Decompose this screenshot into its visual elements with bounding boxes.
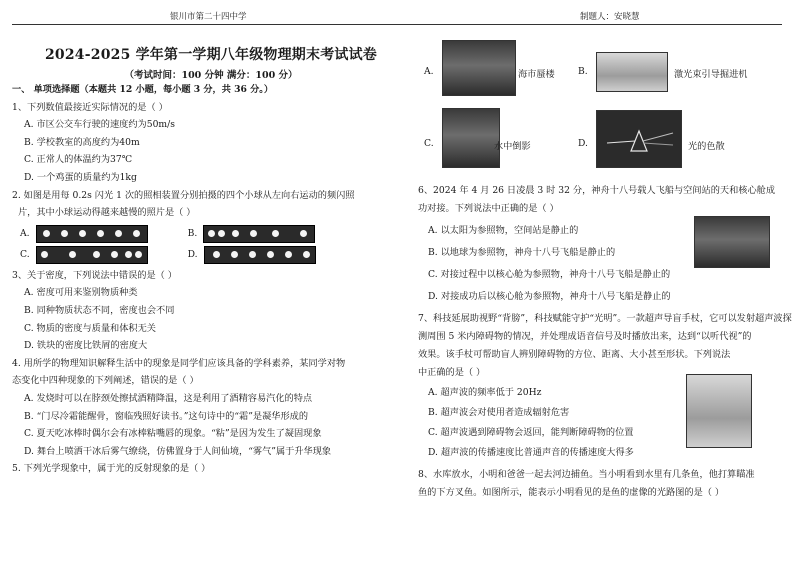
q4-option-c: C. 夏天吃冰棒时偶尔会有冰棒粘嘴唇的现象。“粘”是因为发生了凝固现象 (24, 428, 322, 440)
q6-option-b: B. 以地球为参照物，神舟十八号飞船是静止的 (428, 247, 616, 258)
header-divider (12, 24, 782, 25)
q2-label-d: D. (187, 249, 198, 261)
q7-option-d: D. 超声波的传播速度比普通声音的传播速度大得多 (428, 447, 634, 458)
q5-caption-a: 海市蜃楼 (518, 69, 555, 80)
q2-option-d (188, 246, 316, 264)
q5-label-b: B. (578, 66, 588, 77)
q5-caption-b: 激光束引导掘进机 (674, 69, 748, 80)
q5-label-d: D. (578, 138, 588, 149)
section-heading: 一、 单项选择题（本题共 12 小题，每小题 3 分，共 36 分。） (12, 84, 274, 95)
spacecraft-photo (694, 216, 770, 268)
school-name: 银川市第二十四中学 (170, 12, 247, 22)
q4-option-d: D. 舞台上喷洒干冰后雾气缭绕，仿佛置身于人间仙境，“雾气”属于升华现象 (24, 445, 332, 457)
photo-strip-b (203, 225, 315, 243)
q1-option-a: A. 市区公交车行驶的速度约为50m/s (24, 119, 175, 131)
q4-option-b: B. “门尽冷霜能醒骨，窗临残照好读书。”这句诗中的“霜”是凝华形成的 (24, 410, 309, 422)
q7-option-c: C. 超声波遇到障碍物会返回，能判断障碍物的位置 (428, 427, 634, 438)
q6-stem-1: 6、2024 年 4 月 26 日凌晨 3 时 32 分，神舟十八号载人飞船与空间站的天和核心舱成 (418, 185, 776, 196)
mirage-photo (442, 40, 516, 96)
q2-label-c: C. (20, 249, 30, 261)
q1-stem: 1、下列数值最接近实际情况的是（ ） (12, 101, 168, 113)
q2-option-b (188, 225, 316, 243)
q2-option-a (20, 225, 148, 243)
dispersion-photo (596, 110, 682, 168)
q7-stem-2: 测周围 5 米内障碍物的情况，并处理成语音信号及时播放出来，达到“以听代视”的 (418, 331, 752, 342)
q3-option-d: D. 铁块的密度比铁屑的密度大 (24, 340, 148, 352)
q2-option-c (20, 246, 148, 264)
q1-option-d: D. 一个鸡蛋的质量约为1kg (24, 171, 137, 183)
q7-option-a: A. 超声波的频率低于 20Hz (428, 387, 542, 398)
q5-label-c: C. (424, 138, 434, 149)
q1-option-c: C. 正常人的体温约为37℃ (24, 154, 133, 166)
q2-stem-2: 片，其中小球运动得越来越慢的照片是（ ） (18, 207, 196, 219)
q6-option-d: D. 对接成功后以核心舱为参照物，神舟十八号飞船是静止的 (428, 291, 671, 302)
q7-stem-1: 7、科技延展助视野“背膀”，科技赋能守护“光明”。一款超声导盲手杖，它可以发射超声波探 (418, 313, 792, 324)
q8-stem-1: 8、水库放水，小明和爸爸一起去河边捕鱼。当小明看到水里有几条鱼，他打算瞄准 (418, 469, 755, 480)
q2-label-b: B. (187, 228, 198, 240)
q2-label-a: A. (20, 228, 30, 240)
guide-cane-photo (686, 374, 752, 448)
q6-stem-2: 功对接。下列说法中正确的是（ ） (418, 203, 559, 214)
q7-option-b: B. 超声波会对使用者造成辐射危害 (428, 407, 570, 418)
q8-stem-2: 鱼的下方叉鱼。如图所示，能表示小明看见的是鱼的虚像的光路图的是（ ） (418, 487, 725, 498)
q2-strips-row-1 (20, 225, 410, 243)
author-name: 制题人：安晓慧 (580, 12, 640, 22)
photo-strip-d (204, 246, 316, 264)
q4-stem-2: 态变化中四种现象的下列阐述，错误的是（ ） (12, 375, 199, 387)
q2-strips-row-2 (20, 246, 410, 264)
q2-stem-1: 2. 如图是用每 0.2s 闪光 1 次的照相装置分别拍摄的四个小球从左向右运动的频闪照 (12, 189, 355, 201)
laser-tunnel-photo (596, 52, 668, 92)
q7-stem-3: 效果。该手杖可帮助盲人辨别障碍物的方位、距离、大小甚至形状。下列说法 (418, 349, 731, 360)
q3-option-b: B. 同种物质状态不同，密度也会不同 (24, 304, 175, 316)
photo-strip-c (36, 246, 148, 264)
q3-stem: 3、关于密度，下列说法中错误的是（ ） (12, 269, 177, 281)
q5-caption-c: 水中倒影 (494, 141, 531, 152)
right-column (418, 30, 792, 561)
q6-option-a: A. 以太阳为参照物，空间站是静止的 (428, 225, 579, 236)
q4-option-a: A. 发烧时可以在脖颈处擦拭酒精降温，这是利用了酒精容易汽化的特点 (24, 392, 313, 404)
water-reflection-photo (442, 108, 500, 168)
q5-caption-d: 光的色散 (688, 141, 725, 152)
prism-icon (597, 111, 681, 167)
q1-option-b: B. 学校教室的高度约为40m (24, 136, 140, 148)
page-title: 2024-2025 学年第一学期八年级物理期末考试试卷 (44, 47, 377, 63)
q3-option-a: A. 密度可用来鉴别物质种类 (24, 287, 138, 299)
exam-info: （考试时间：100 分钟 满分：100 分） (124, 70, 298, 81)
q4-stem-1: 4. 用所学的物理知识解释生活中的现象是同学们应该具备的学科素养，某同学对物 (12, 357, 346, 369)
q7-stem-4: 中正确的是（ ） (418, 367, 486, 378)
q5-stem: 5. 下列光学现象中，属于光的反射现象的是（ ） (12, 463, 211, 475)
left-column (12, 30, 410, 478)
q3-option-c: C. 物质的密度与质量和体积无关 (24, 322, 156, 334)
q6-option-c: C. 对接过程中以核心舱为参照物，神舟十八号飞船是静止的 (428, 269, 671, 280)
photo-strip-a (36, 225, 148, 243)
q5-label-a: A. (424, 66, 434, 77)
